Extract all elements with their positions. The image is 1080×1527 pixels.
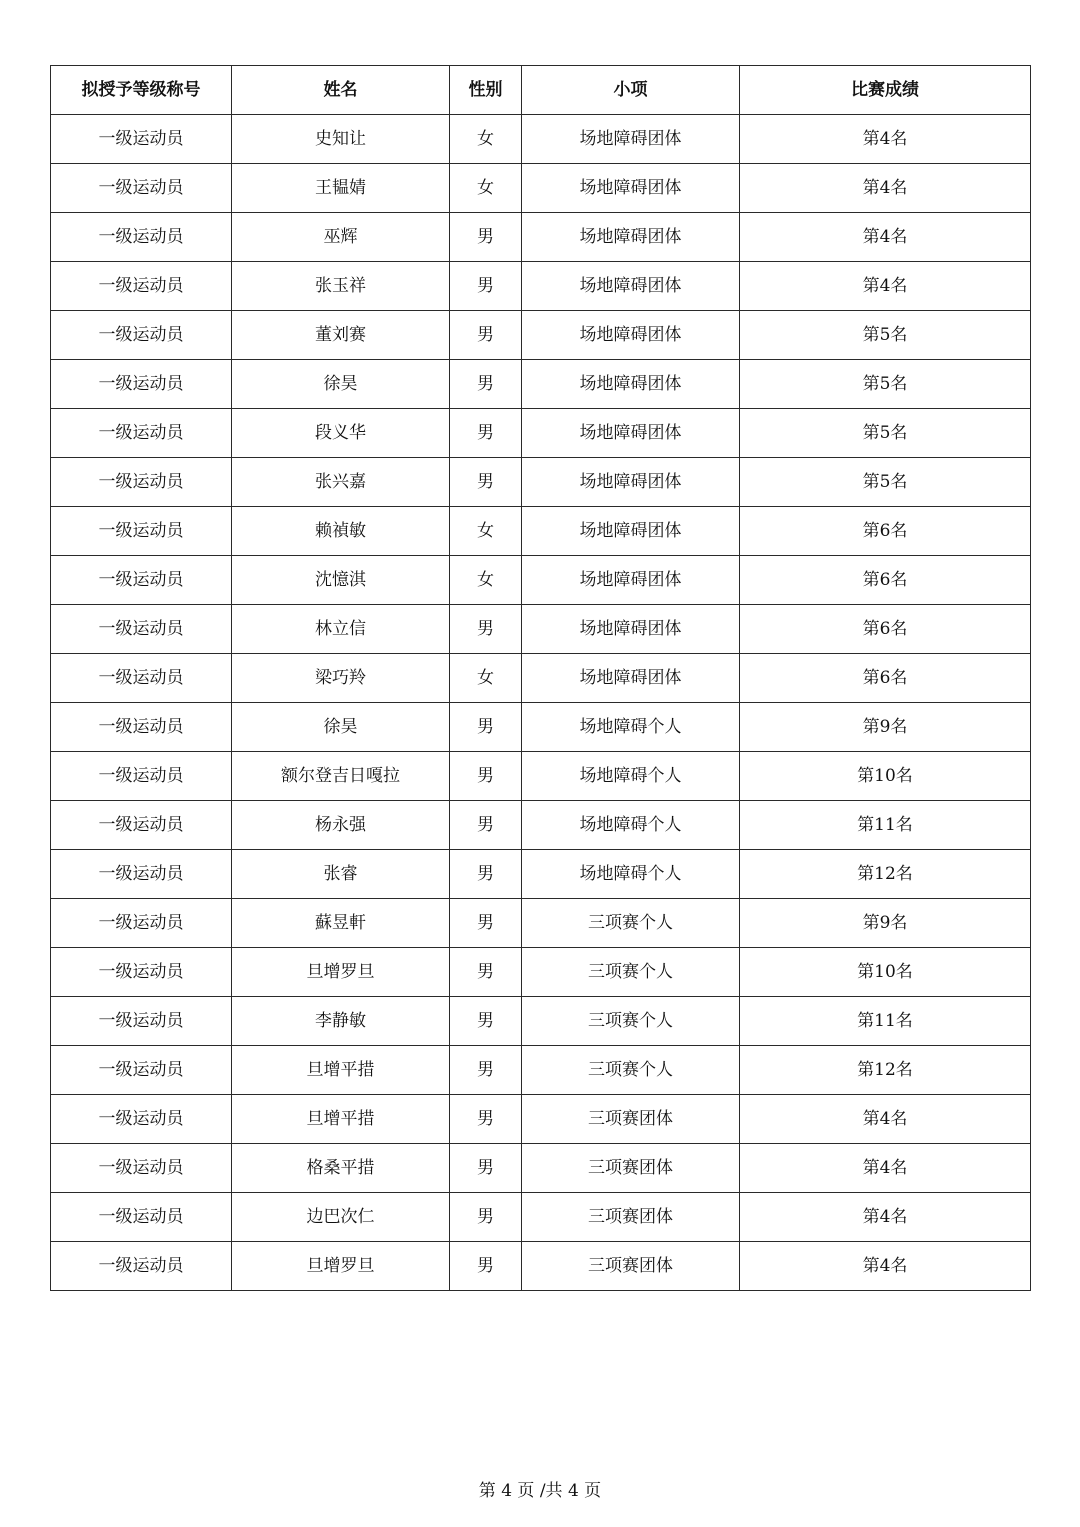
cell-grade-title: 一级运动员 (51, 605, 232, 654)
cell-result: 第4名 (740, 1095, 1031, 1144)
cell-gender: 男 (450, 752, 522, 801)
cell-grade-title: 一级运动员 (51, 1046, 232, 1095)
cell-result: 第11名 (740, 801, 1031, 850)
cell-event: 三项赛个人 (522, 899, 740, 948)
cell-gender: 男 (450, 1193, 522, 1242)
cell-gender: 男 (450, 899, 522, 948)
cell-name: 边巴次仁 (232, 1193, 450, 1242)
cell-name: 徐昊 (232, 703, 450, 752)
cell-event: 三项赛团体 (522, 1193, 740, 1242)
cell-result: 第4名 (740, 1242, 1031, 1291)
cell-event: 场地障碍个人 (522, 850, 740, 899)
cell-grade-title: 一级运动员 (51, 360, 232, 409)
cell-gender: 男 (450, 801, 522, 850)
cell-grade-title: 一级运动员 (51, 1242, 232, 1291)
cell-grade-title: 一级运动员 (51, 850, 232, 899)
table-row (51, 752, 1031, 801)
cell-gender: 女 (450, 164, 522, 213)
table-row (51, 458, 1031, 507)
cell-gender: 女 (450, 507, 522, 556)
cell-name: 旦增罗旦 (232, 948, 450, 997)
cell-result: 第4名 (740, 164, 1031, 213)
cell-event: 场地障碍团体 (522, 409, 740, 458)
cell-event: 场地障碍个人 (522, 801, 740, 850)
cell-event: 三项赛个人 (522, 948, 740, 997)
cell-event: 三项赛个人 (522, 1046, 740, 1095)
table-row (51, 850, 1031, 899)
cell-name: 张玉祥 (232, 262, 450, 311)
table-row (51, 948, 1031, 997)
cell-event: 场地障碍团体 (522, 360, 740, 409)
cell-gender: 男 (450, 1046, 522, 1095)
cell-result: 第4名 (740, 262, 1031, 311)
cell-result: 第9名 (740, 703, 1031, 752)
cell-result: 第4名 (740, 115, 1031, 164)
header-result: 比赛成绩 (740, 66, 1031, 115)
cell-grade-title: 一级运动员 (51, 654, 232, 703)
cell-event: 三项赛个人 (522, 997, 740, 1046)
cell-name: 张兴嘉 (232, 458, 450, 507)
cell-grade-title: 一级运动员 (51, 1144, 232, 1193)
cell-grade-title: 一级运动员 (51, 703, 232, 752)
cell-event: 场地障碍团体 (522, 262, 740, 311)
cell-gender: 男 (450, 1242, 522, 1291)
cell-name: 林立信 (232, 605, 450, 654)
cell-grade-title: 一级运动员 (51, 311, 232, 360)
cell-result: 第10名 (740, 752, 1031, 801)
cell-name: 段义华 (232, 409, 450, 458)
cell-grade-title: 一级运动员 (51, 409, 232, 458)
cell-gender: 男 (450, 213, 522, 262)
cell-event: 场地障碍团体 (522, 605, 740, 654)
table-row (51, 311, 1031, 360)
table-row (51, 1193, 1031, 1242)
table-row (51, 1095, 1031, 1144)
cell-name: 旦增平措 (232, 1046, 450, 1095)
cell-result: 第6名 (740, 507, 1031, 556)
table-row (51, 164, 1031, 213)
cell-result: 第9名 (740, 899, 1031, 948)
athlete-grade-table (50, 65, 1031, 1291)
table-row (51, 262, 1031, 311)
cell-result: 第12名 (740, 1046, 1031, 1095)
cell-event: 三项赛团体 (522, 1095, 740, 1144)
cell-event: 场地障碍团体 (522, 458, 740, 507)
cell-result: 第5名 (740, 360, 1031, 409)
table-row (51, 360, 1031, 409)
cell-gender: 男 (450, 850, 522, 899)
cell-result: 第6名 (740, 556, 1031, 605)
cell-grade-title: 一级运动员 (51, 899, 232, 948)
cell-name: 梁巧羚 (232, 654, 450, 703)
cell-name: 赖禎敏 (232, 507, 450, 556)
cell-gender: 男 (450, 997, 522, 1046)
cell-gender: 男 (450, 262, 522, 311)
cell-gender: 女 (450, 115, 522, 164)
table-row (51, 801, 1031, 850)
cell-name: 格桑平措 (232, 1144, 450, 1193)
table-row (51, 703, 1031, 752)
cell-event: 场地障碍团体 (522, 654, 740, 703)
cell-event: 场地障碍团体 (522, 115, 740, 164)
cell-grade-title: 一级运动员 (51, 752, 232, 801)
cell-gender: 男 (450, 703, 522, 752)
cell-result: 第4名 (740, 213, 1031, 262)
cell-name: 巫辉 (232, 213, 450, 262)
cell-grade-title: 一级运动员 (51, 1193, 232, 1242)
table-row (51, 556, 1031, 605)
cell-event: 场地障碍团体 (522, 164, 740, 213)
cell-result: 第6名 (740, 654, 1031, 703)
cell-result: 第5名 (740, 458, 1031, 507)
cell-grade-title: 一级运动员 (51, 1095, 232, 1144)
cell-name: 额尔登吉日嘎拉 (232, 752, 450, 801)
table-row (51, 1144, 1031, 1193)
table-row (51, 409, 1031, 458)
cell-grade-title: 一级运动员 (51, 948, 232, 997)
table-body (51, 115, 1031, 1291)
cell-name: 沈憶淇 (232, 556, 450, 605)
cell-event: 场地障碍团体 (522, 507, 740, 556)
cell-event: 三项赛团体 (522, 1242, 740, 1291)
cell-event: 场地障碍团体 (522, 213, 740, 262)
table-row (51, 1046, 1031, 1095)
cell-grade-title: 一级运动员 (51, 213, 232, 262)
cell-gender: 男 (450, 1144, 522, 1193)
cell-name: 旦增罗旦 (232, 1242, 450, 1291)
cell-result: 第4名 (740, 1144, 1031, 1193)
cell-grade-title: 一级运动员 (51, 507, 232, 556)
cell-result: 第5名 (740, 409, 1031, 458)
cell-result: 第12名 (740, 850, 1031, 899)
cell-gender: 男 (450, 605, 522, 654)
cell-grade-title: 一级运动员 (51, 262, 232, 311)
cell-result: 第11名 (740, 997, 1031, 1046)
cell-grade-title: 一级运动员 (51, 997, 232, 1046)
table-row (51, 654, 1031, 703)
cell-name: 杨永强 (232, 801, 450, 850)
cell-grade-title: 一级运动员 (51, 556, 232, 605)
cell-gender: 男 (450, 311, 522, 360)
table-row (51, 115, 1031, 164)
header-event: 小项 (522, 66, 740, 115)
table-row (51, 605, 1031, 654)
cell-result: 第4名 (740, 1193, 1031, 1242)
cell-name: 王韫婧 (232, 164, 450, 213)
cell-grade-title: 一级运动员 (51, 164, 232, 213)
table-row (51, 997, 1031, 1046)
cell-event: 三项赛团体 (522, 1144, 740, 1193)
cell-name: 李静敏 (232, 997, 450, 1046)
table-row (51, 899, 1031, 948)
cell-gender: 男 (450, 458, 522, 507)
cell-name: 蘇昱軒 (232, 899, 450, 948)
cell-gender: 女 (450, 556, 522, 605)
cell-result: 第6名 (740, 605, 1031, 654)
cell-name: 徐昊 (232, 360, 450, 409)
cell-name: 旦增平措 (232, 1095, 450, 1144)
cell-event: 场地障碍团体 (522, 311, 740, 360)
cell-gender: 男 (450, 948, 522, 997)
header-grade-title: 拟授予等级称号 (51, 66, 232, 115)
cell-name: 张睿 (232, 850, 450, 899)
cell-gender: 男 (450, 360, 522, 409)
table-header-row (51, 66, 1031, 115)
cell-grade-title: 一级运动员 (51, 801, 232, 850)
cell-result: 第5名 (740, 311, 1031, 360)
cell-gender: 男 (450, 409, 522, 458)
table-row (51, 213, 1031, 262)
cell-gender: 男 (450, 1095, 522, 1144)
header-name: 姓名 (232, 66, 450, 115)
cell-event: 场地障碍个人 (522, 703, 740, 752)
cell-result: 第10名 (740, 948, 1031, 997)
cell-grade-title: 一级运动员 (51, 115, 232, 164)
cell-event: 场地障碍个人 (522, 752, 740, 801)
cell-grade-title: 一级运动员 (51, 458, 232, 507)
table-row (51, 507, 1031, 556)
header-gender: 性别 (450, 66, 522, 115)
table-row (51, 1242, 1031, 1291)
cell-name: 史知让 (232, 115, 450, 164)
cell-event: 场地障碍团体 (522, 556, 740, 605)
cell-name: 董刘赛 (232, 311, 450, 360)
cell-gender: 女 (450, 654, 522, 703)
page-number: 第 4 页 /共 4 页 (478, 1481, 602, 1501)
